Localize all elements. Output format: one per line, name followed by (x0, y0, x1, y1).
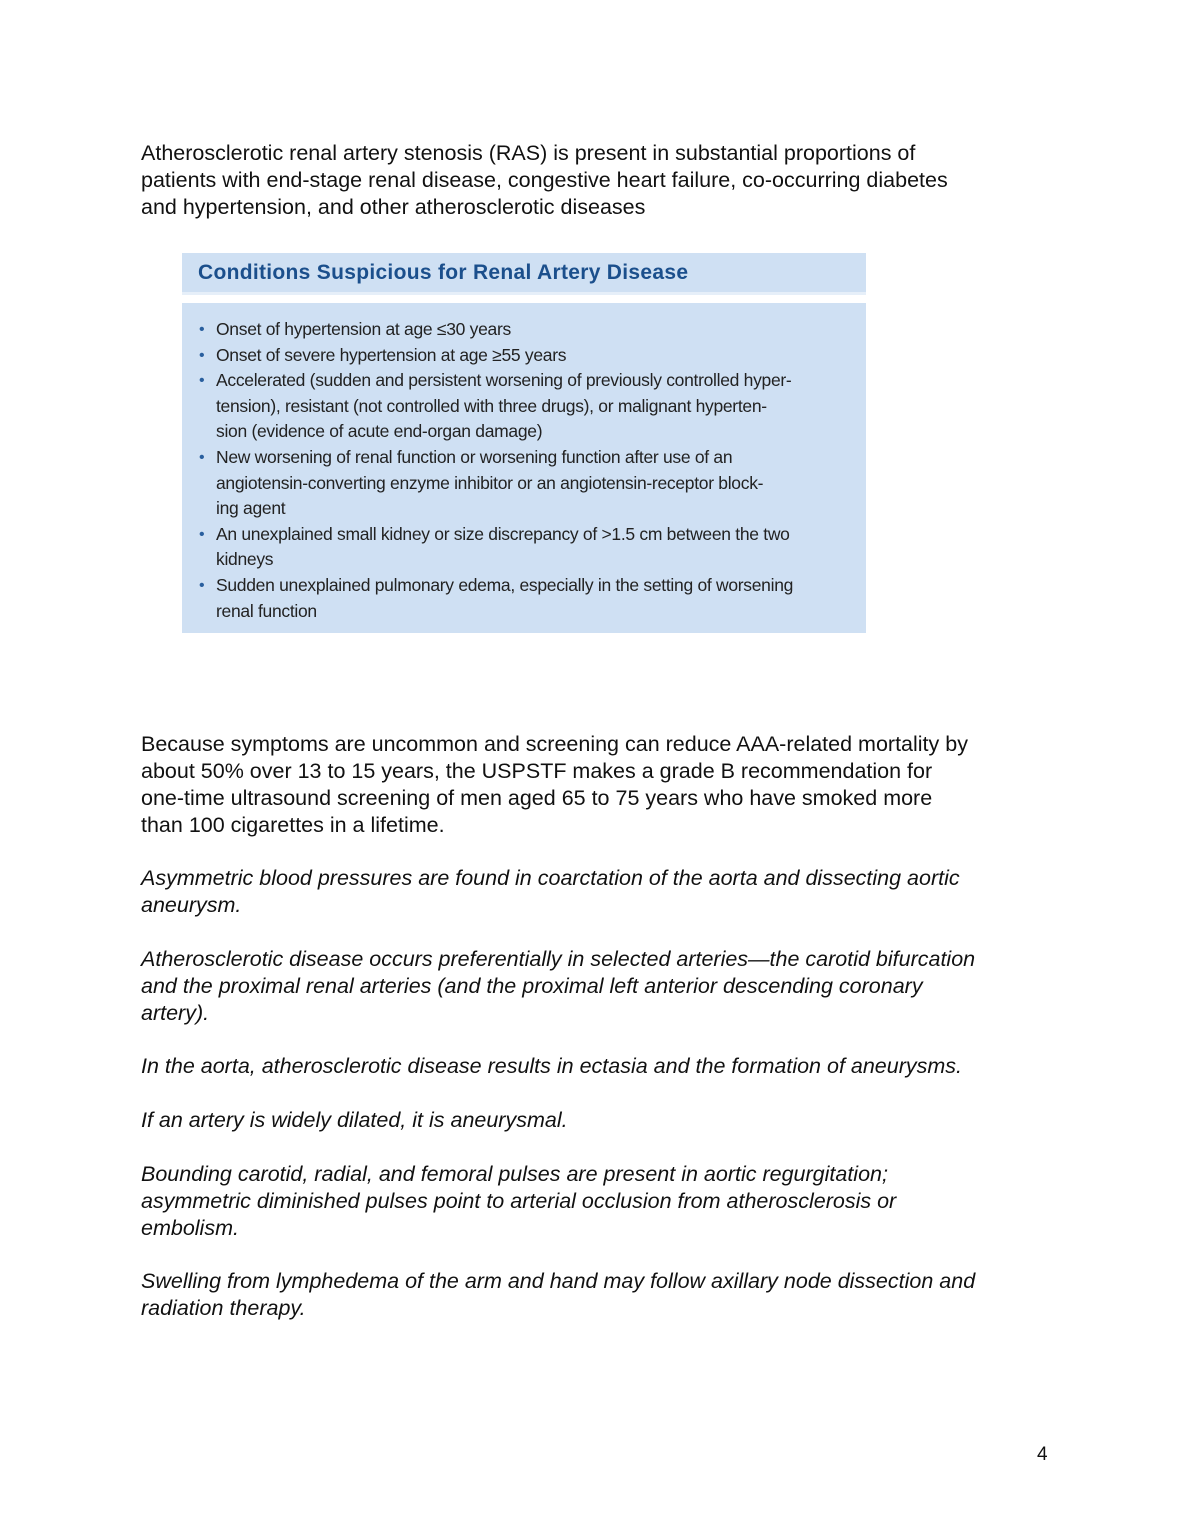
bullet-icon: • (199, 525, 205, 543)
box-header (182, 253, 866, 292)
text-line: and the proximal renal arteries (and the proximal left anterior descending coronary (141, 974, 923, 998)
text-line: and hypertension, and other atherosclerotic diseases (141, 195, 646, 219)
bullet-icon: • (199, 576, 205, 594)
paragraph (141, 946, 1061, 1027)
text-line: kidneys (216, 549, 274, 570)
paragraph (141, 1107, 1061, 1134)
box-body (182, 303, 866, 633)
text-line: than 100 cigarettes in a lifetime. (141, 813, 445, 837)
list-item (196, 368, 850, 445)
text-line: renal function (216, 600, 317, 621)
box-title: Conditions Suspicious for Renal Artery Disease (198, 260, 689, 284)
list-item (196, 522, 850, 573)
text-line: radiation therapy. (141, 1296, 306, 1320)
text-line: Accelerated (sudden and persistent worsening of previously controlled hyper- (216, 370, 792, 391)
text-line: Onset of hypertension at age ≤30 years (216, 319, 511, 339)
bullet-icon: • (199, 448, 205, 466)
text-line: Swelling from lymphedema of the arm and hand may follow axillary node dissection and (141, 1269, 976, 1293)
text-line: Atherosclerotic disease occurs preferentially in selected arteries—the carotid bifurcation (141, 947, 976, 971)
bullet-icon: • (199, 321, 205, 338)
list-item (196, 343, 850, 369)
page-number: 4 (1037, 1444, 1048, 1465)
paragraph (141, 1268, 1061, 1322)
list-item (196, 445, 850, 522)
text-line: Sudden unexplained pulmonary edema, especially in the setting of worsening (216, 574, 794, 595)
text-line: about 50% over 13 to 15 years, the USPSTF makes a grade B recommendation for (141, 759, 933, 783)
text-line: one-time ultrasound screening of men aged 65 to 75 years who have smoked more (141, 786, 933, 810)
text-line: Asymmetric blood pressures are found in coarctation of the aorta and dissecting aortic (141, 866, 960, 890)
text-line: An unexplained small kidney or size discrepancy of >1.5 cm between the two (216, 523, 790, 544)
paragraph (141, 1053, 1061, 1080)
text-line: tension), resistant (not controlled with three drugs), or malignant hyperten- (216, 395, 767, 416)
conditions-box (182, 253, 866, 633)
divider (182, 292, 866, 303)
paragraph (141, 1161, 1061, 1242)
paragraph (141, 731, 1061, 839)
text-line: Because symptoms are uncommon and screening can reduce AAA-related mortality by (141, 732, 968, 756)
text-line: angiotensin-converting enzyme inhibitor or an angiotensin-receptor block- (216, 472, 764, 493)
paragraph (141, 865, 1061, 919)
text-line: New worsening of renal function or worsening function after use of an (216, 446, 733, 467)
bullet-icon: • (199, 346, 205, 364)
text-line: embolism. (141, 1216, 239, 1240)
text-line: patients with end-stage renal disease, congestive heart failure, co-occurring diabetes (141, 168, 948, 192)
text-line: Onset of severe hypertension at age ≥55 years (216, 344, 567, 365)
text-line: aneurysm. (141, 893, 242, 917)
text-line: asymmetric diminished pulses point to arterial occlusion from atherosclerosis or (141, 1189, 897, 1213)
list-item (196, 317, 850, 343)
intro-paragraph (141, 140, 1061, 221)
conditions-list (196, 317, 850, 624)
text-line: If an artery is widely dilated, it is aneurysmal. (141, 1108, 568, 1132)
text-line: sion (evidence of acute end-organ damage) (216, 421, 543, 442)
text-line: Bounding carotid, radial, and femoral pulses are present in aortic regurgitation; (141, 1162, 888, 1186)
text-line: ing agent (216, 498, 286, 519)
bullet-icon: • (199, 372, 205, 390)
text-line: Atherosclerotic renal artery stenosis (RAS) is present in substantial proportions of (141, 141, 916, 165)
text-line: artery). (141, 1001, 210, 1025)
list-item (196, 573, 850, 624)
text-line: In the aorta, atherosclerotic disease results in ectasia and the formation of aneurysms. (141, 1054, 963, 1078)
